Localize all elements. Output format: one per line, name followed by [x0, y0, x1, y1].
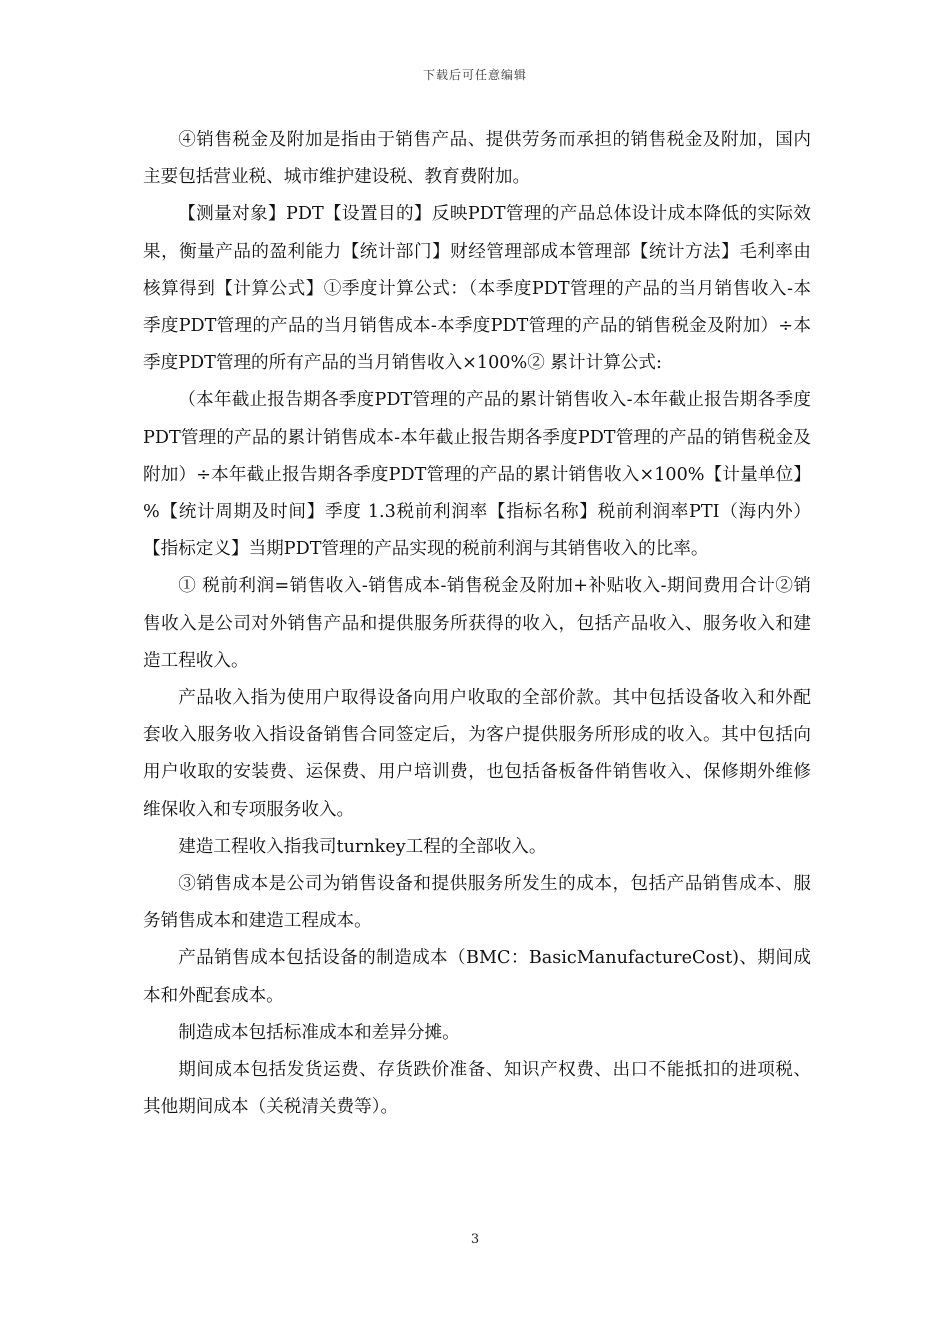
- paragraph-sales-tax: ④销售税金及附加是指由于销售产品、提供劳务而承担的销售税金及附加，国内主要包括营业税、城市维护建设税、教育费附加。: [143, 130, 811, 188]
- paragraph-gross-margin-definition: 【测量对象】PDT【设置目的】反映PDT管理的产品总体设计成本降低的实际效果，衡量产品的盈利能力【统计部门】财经管理部成本管理部【统计方法】毛利率由核算得到【计算公式】①季度计算公式：（本季度PDT管理的产品的当月销售收入-本季度PDT管理的产品的当月销售成本-本季度PDT管理的产品的销售税金及附加）÷本季度PDT管理的所有产品的当月销售收入×100%② 累计计算公式:: [143, 204, 811, 374]
- paragraph-product-sales-cost: 产品销售成本包括设备的制造成本（BMC：BasicManufactureCost)、期间成本和外配套成本。: [143, 948, 811, 1006]
- paragraph-sales-cost: ③销售成本是公司为销售设备和提供服务所发生的成本，包括产品销售成本、服务销售成本和建造工程成本。: [143, 874, 811, 932]
- paragraph-pretax-profit: ① 税前利润=销售收入-销售成本-销售税金及附加+补贴收入-期间费用合计②销售收入是公司对外销售产品和提供服务所获得的收入，包括产品收入、服务收入和建造工程收入。: [143, 576, 811, 671]
- paragraph-period-cost: 期间成本包括发货运费、存货跌价准备、知识产权费、出口不能抵扣的进项税、其他期间成本（关税清关费等）。: [143, 1060, 811, 1118]
- page-number: 3: [470, 1232, 480, 1247]
- page-header: 下载后可任意编辑: [422, 68, 527, 82]
- document-body: [143, 122, 811, 1126]
- paragraph-manufacture-cost: 制造成本包括标准成本和差异分摊。: [178, 1022, 460, 1043]
- paragraph-cumulative-formula: （本年截止报告期各季度PDT管理的产品的累计销售收入-本年截止报告期各季度PDT管理的产品的累计销售成本-本年截止报告期各季度PDT管理的产品的销售税金及附加）÷本年截止报告期各季度PDT管理的产品的累计销售收入×100%【计量单位】%【统计周期及时间】季度 1.3税前利润率【指标名称】税前利润率PTI（海内外）【指标定义】当期PDT管理的产品实现的税前利润与其销售收入的比率。: [143, 390, 811, 560]
- paragraph-construction-revenue: 建造工程收入指我司turnkey工程的全部收入。: [178, 836, 547, 857]
- paragraph-product-revenue: 产品收入指为使用户取得设备向用户收取的全部价款。其中包括设备收入和外配套收入服务收入指设备销售合同签定后，为客户提供服务所形成的收入。其中包括向用户收取的安装费、运保费、用户培训费，也包括备板备件销售收入、保修期外维修维保收入和专项服务收入。: [143, 688, 811, 820]
